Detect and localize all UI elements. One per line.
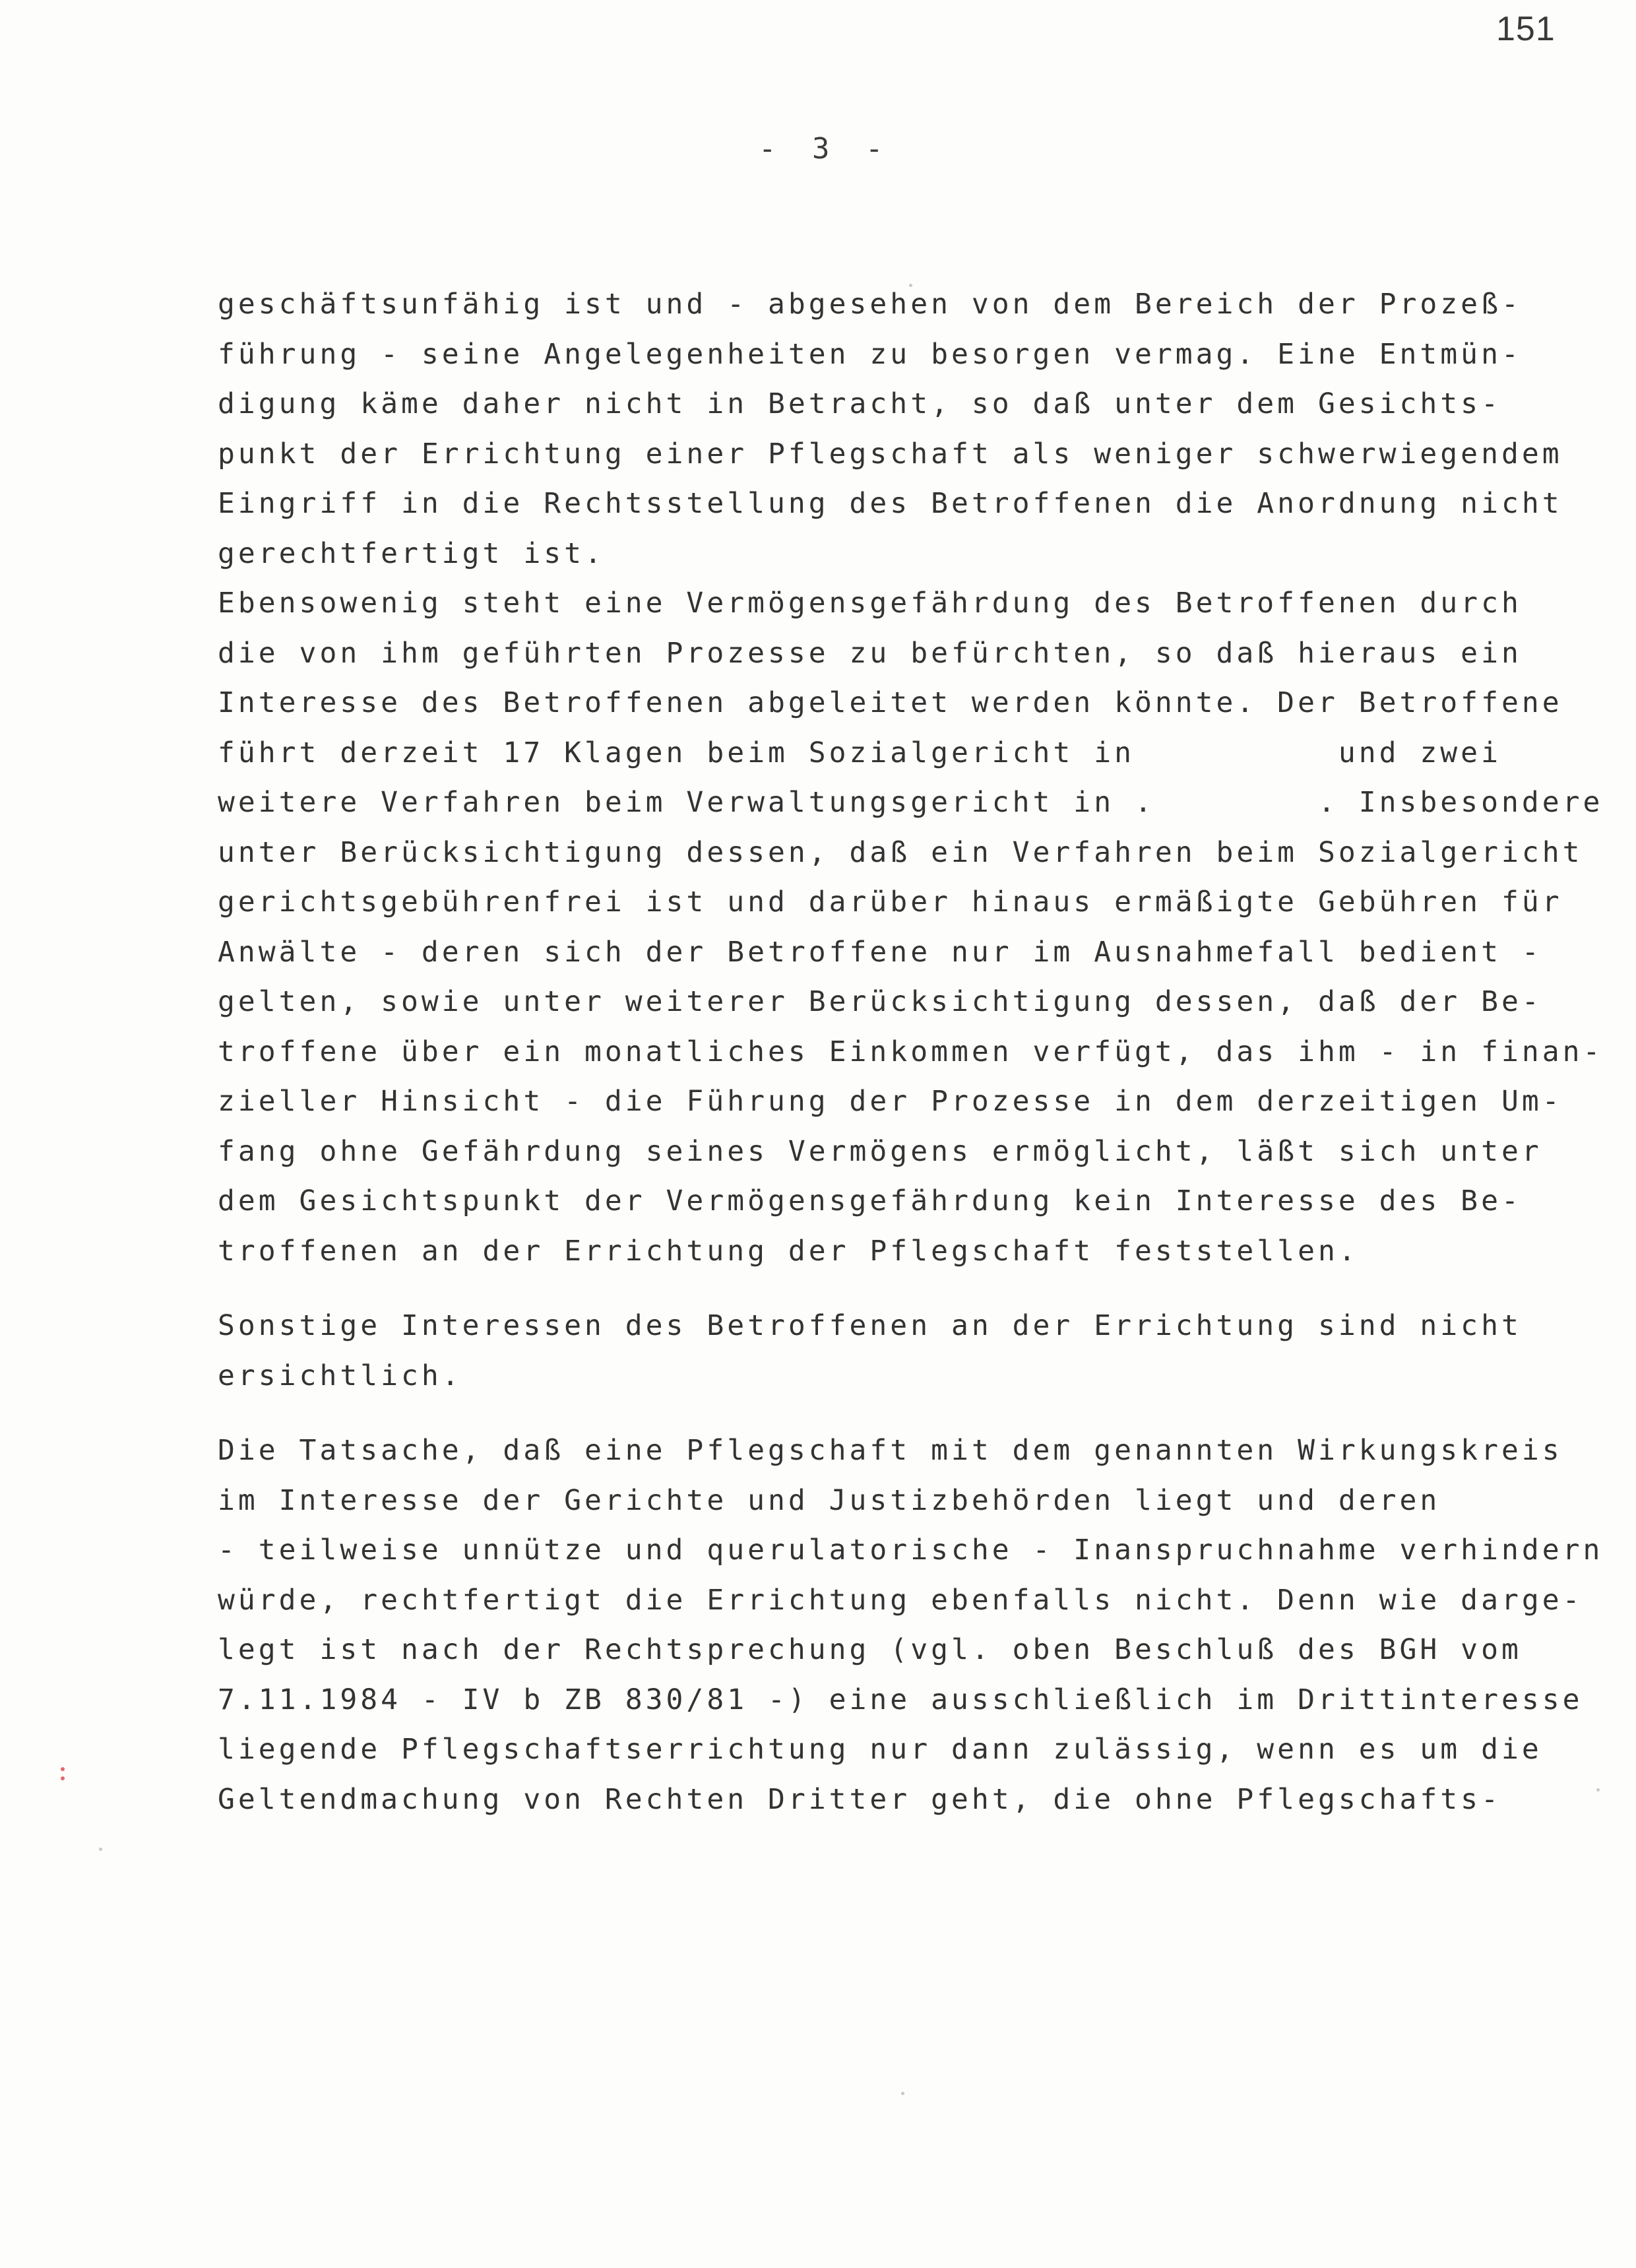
paragraph [218, 280, 1610, 579]
text-line: - teilweise unnütze und querulatorische - Inanspruchnahme verhindern [218, 1534, 1604, 1567]
text-line: geschäftsunfähig ist und - abgesehen von dem Bereich der Prozeß- [218, 288, 1522, 321]
text-line: gerechtfertigt ist. [218, 536, 605, 570]
text-line: liegende Pflegschaftserrichtung nur dann zulässig, wenn es um die [218, 1733, 1542, 1766]
scan-speck [99, 1848, 102, 1851]
text-line: führt derzeit 17 Klagen beim Sozialgericht in und zwei [218, 736, 1501, 769]
text-line: Sonstige Interessen des Betroffenen an der Errichtung sind nicht [218, 1309, 1522, 1342]
text-line: fang ohne Gefährdung seines Vermögens ermöglicht, läßt sich unter [218, 1134, 1542, 1168]
text-line: digung käme daher nicht in Betracht, so daß unter dem Gesichts- [218, 387, 1501, 420]
paragraph-spacer [218, 1401, 1610, 1426]
text-line: würde, rechtfertigt die Errichtung ebenfalls nicht. Denn wie darge- [218, 1583, 1583, 1617]
text-line: gelten, sowie unter weiterer Berücksichtigung dessen, daß der Be- [218, 985, 1542, 1018]
text-line: weitere Verfahren beim Verwaltungsgericht in . . Insbesondere [218, 786, 1604, 819]
text-line: punkt der Errichtung einer Pflegschaft als weniger schwerwiegendem [218, 437, 1563, 470]
red-margin-mark [61, 1767, 66, 1784]
paragraph [218, 1301, 1610, 1401]
text-line: dem Gesichtspunkt der Vermögensgefährdung kein Interesse des Be- [218, 1184, 1522, 1217]
text-line: zieller Hinsicht - die Führung der Prozesse in dem derzeitigen Um- [218, 1085, 1563, 1118]
text-line: gerichtsgebührenfrei ist und darüber hinaus ermäßigte Gebühren für [218, 886, 1563, 919]
page-marker: - 3 - [759, 132, 893, 166]
text-line: Eingriff in die Rechtsstellung des Betroffenen die Anordnung nicht [218, 487, 1563, 520]
text-line: Ebensowenig steht eine Vermögensgefährdung des Betroffenen durch [218, 587, 1522, 620]
text-line: troffenen an der Errichtung der Pflegschaft feststellen. [218, 1234, 1359, 1268]
text-line: Die Tatsache, daß eine Pflegschaft mit dem genannten Wirkungskreis [218, 1434, 1563, 1467]
document-body [218, 280, 1610, 1825]
text-line: legt ist nach der Rechtsprechung (vgl. oben Beschluß des BGH vom [218, 1633, 1522, 1666]
text-line: unter Berücksichtigung dessen, daß ein Verfahren beim Sozialgericht [218, 835, 1583, 869]
paragraph-spacer [218, 1276, 1610, 1301]
scan-speck [1596, 1788, 1600, 1792]
text-line: im Interesse der Gerichte und Justizbehörden liegt und deren [218, 1483, 1441, 1517]
text-line: 7.11.1984 - IV b ZB 830/81 -) eine ausschließlich im Drittinteresse [218, 1683, 1583, 1716]
scan-speck [901, 2092, 904, 2095]
text-line: Anwälte - deren sich der Betroffene nur im Ausnahmefall bedient - [218, 935, 1542, 969]
text-line: troffene über ein monatliches Einkommen verfügt, das ihm - in finan- [218, 1035, 1604, 1068]
scan-speck [909, 284, 912, 287]
text-line: führung - seine Angelegenheiten zu besorgen vermag. Eine Entmün- [218, 337, 1522, 371]
text-line: Geltendmachung von Rechten Dritter geht, die ohne Pflegschafts- [218, 1782, 1501, 1816]
archive-page-number: 151 [1496, 10, 1556, 48]
text-line: ersichtlich. [218, 1359, 462, 1392]
text-line: die von ihm geführten Prozesse zu befürchten, so daß hieraus ein [218, 636, 1522, 670]
text-line: Interesse des Betroffenen abgeleitet werden könnte. Der Betroffene [218, 686, 1563, 719]
paragraph [218, 579, 1610, 1276]
paragraph [218, 1426, 1610, 1825]
